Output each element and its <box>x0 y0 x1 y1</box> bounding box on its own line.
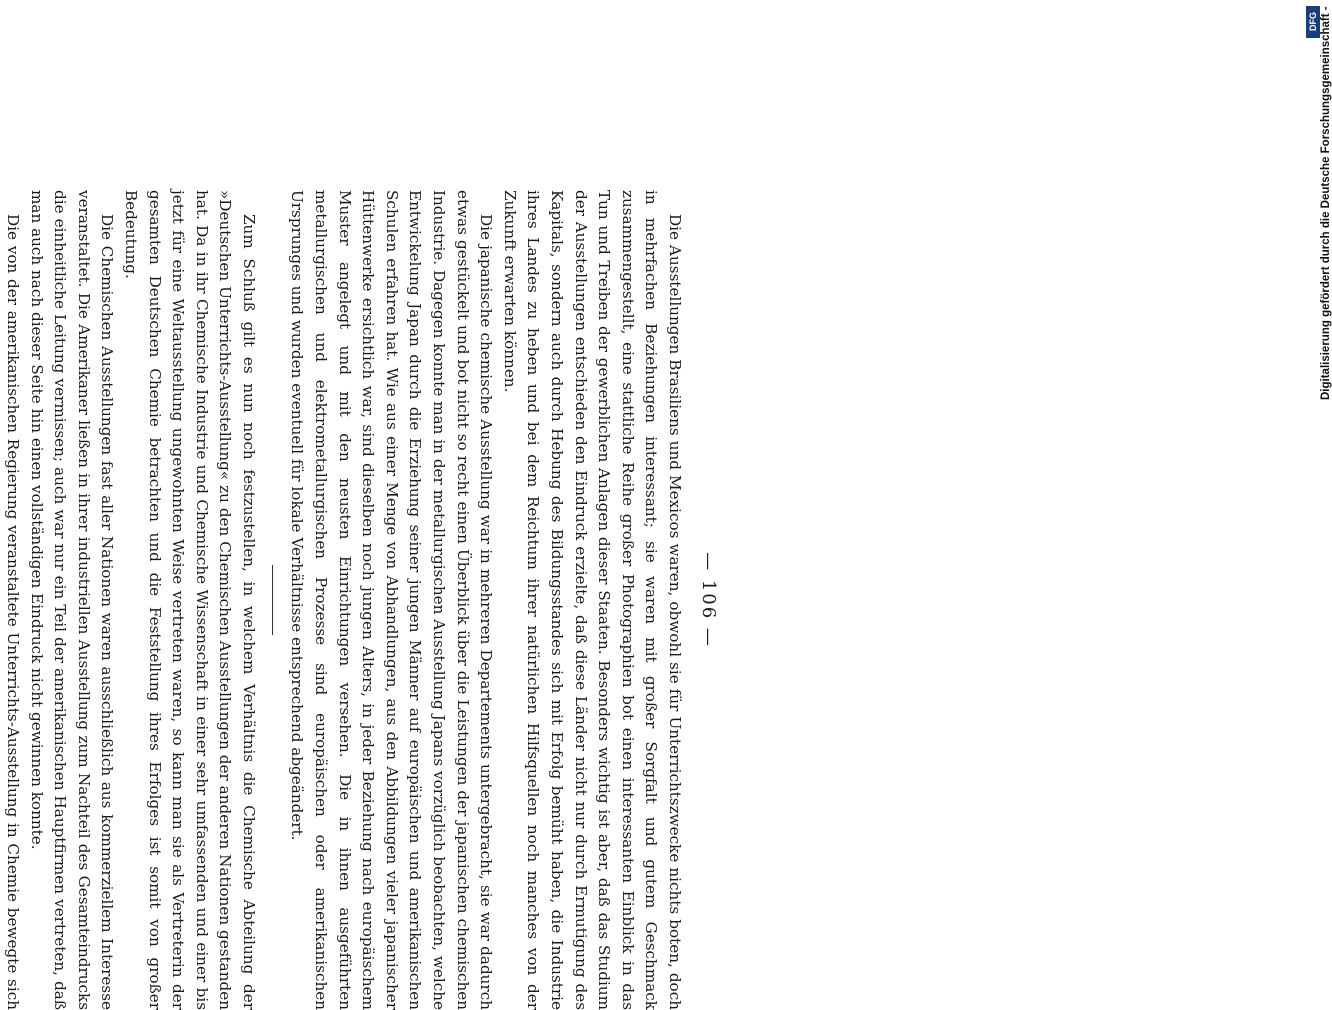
page-number: — 106 — <box>698 552 719 648</box>
section-divider <box>272 565 273 635</box>
digitization-credit <box>1302 6 1332 998</box>
section-1 <box>285 190 686 1010</box>
paragraph: Zum Schluß gilt es nun noch festzustellen, in welchem Verhältnis die Chemische Abteilung der »Deutschen Unterrichts-Ausstellung« zu den Chemischen Ausstellungen der anderen Nationen gestanden hat. Da in ihr Chemische Industrie und Chemische Wissenschaft in einer sehr umfassenden und einer bis jetzt für eine Weltausstellung ungewohnten Weise vertreten waren, so kann man sie als Vertreterin der gesamten Deutschen Chemie betrachten und die Feststellung ihres Erfolges ist somit von großer Bedeutung. <box>121 190 258 1010</box>
section-divider-wrap <box>260 190 285 1010</box>
dfg-logo: DFG <box>1306 6 1320 38</box>
section-2 <box>0 190 260 1010</box>
scanned-page <box>3 10 1090 1010</box>
paragraph: Die von der amerikanischen Regierung veranstaltete Unterrichts-Ausstellung in Chemie bewegte sich <box>3 214 22 1010</box>
paragraph: Die japanische chemische Ausstellung war in mehreren Departements untergebracht, sie war dadurch etwas gestückelt und bot nicht so recht einen Überblick über die Leistungen der japanischen chemischen Industrie. Dagegen konnte man in der metallurgischen Ausstellung Japans vorzüglich beobachten, welche Entwickelung Japan durch die Erziehung seiner jungen Männer auf europäischen und amerikanischen Schulen erfahren hat. Wie aus einer Menge von Abhandlungen, aus den Abbildungen vieler japanischer Hüttenwerke ersichtlich war, sind dieselben noch jungen Alters, in jeder Beziehung nach europäischem Muster angelegt und mit den neusten Einrichtungen versehen. Die in ihnen ausgeführten metallurgischen und elektrometallurgischen Prozesse sind europäischen oder amerikanischen Ursprunges und wurden eventuell für lokale Verhältnisse entsprechend abgeändert. <box>288 190 496 1010</box>
rotated-text-block <box>0 190 730 1010</box>
paragraph: Die Ausstellungen Brasiliens und Mexicos waren, obwohl sie für Unterrichtszwecke nichts boten, doch in mehrfachen Beziehungen interessant; sie waren mit großer Sorgfalt und gutem Geschmack zusammengestellt, eine stattliche Reihe großer Photographien bot einen interessanten Einblick in das Tun und Treiben der gewerblichen Anlagen dieser Staaten. Besonders wichtig ist aber, daß das Studium der Ausstellungen entschieden den Eindruck erzielte, daß diese Länder nicht nur durch Ermutigung des Kapitals, sondern auch durch Hebung des Bildungsstandes sich mit Erfolg bemüht haben, die Industrie ihres Landes zu heben und bei dem Reichtum ihrer natürlichen Hilfsquellen noch manches von der Zukunft erwarten können. <box>500 190 684 1010</box>
paragraph: Die Chemischen Ausstellungen fast aller Nationen waren ausschließlich aus kommerziellem Interesse veranstaltet. Die Amerikaner ließen in ihrer industriellen Ausstellung zum Nachteil des Gesamteindrucks die einheitliche Leitung vermissen; auch war nur ein Teil der amerikanischen Hauptfirmen vertreten, daß man auch nach dieser Seite hin einen vollständigen Eindruck nicht gewinnen konnte. <box>27 190 117 1010</box>
credit-text: Digitalisierung gefördert durch die Deutsche Forschungsgemeinschaft - <box>1320 6 1332 400</box>
